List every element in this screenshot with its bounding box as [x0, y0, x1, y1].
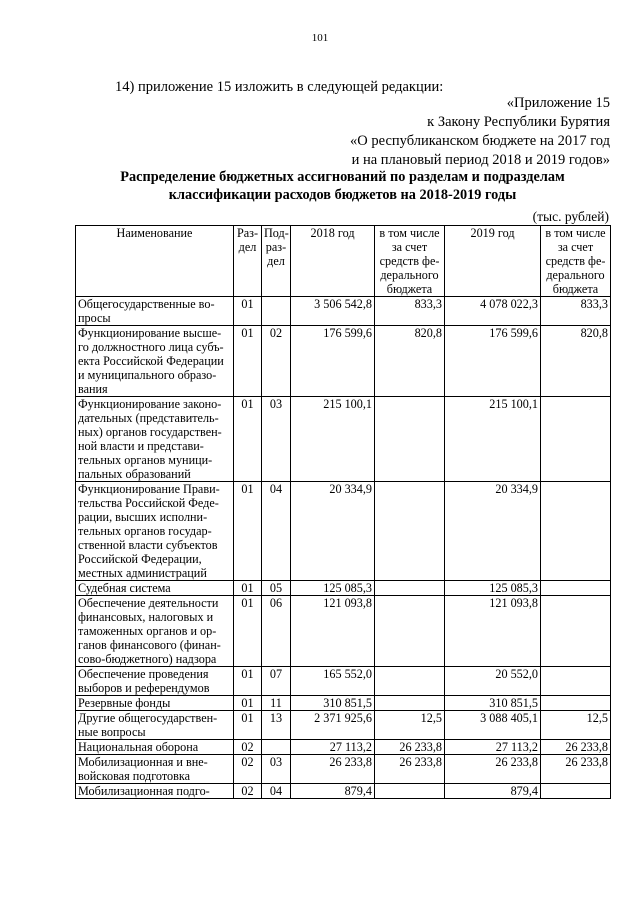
row-2019-cell: 215 100,1 — [445, 397, 541, 482]
row-podrazdel-cell — [262, 740, 291, 755]
row-razdel-cell: 01 — [234, 696, 262, 711]
row-fed-2018-cell — [375, 397, 445, 482]
table-row — [76, 740, 611, 755]
row-razdel-cell: 01 — [234, 297, 262, 326]
row-fed-2018-cell: 26 233,8 — [375, 755, 445, 784]
row-name-cell: Функционирование высше- го должностного лица субъ- екта Российской Федерации и муниципального образо- вания — [76, 326, 234, 397]
row-razdel-cell: 01 — [234, 667, 262, 696]
title-line: Распределение бюджетных ассигнований по разделам и подразделам — [120, 169, 565, 185]
row-podrazdel-cell: 03 — [262, 397, 291, 482]
appendix-header-line: к Закону Республики Бурятия — [427, 114, 610, 130]
row-2018-cell: 20 334,9 — [291, 482, 375, 581]
row-2019-cell: 20 334,9 — [445, 482, 541, 581]
row-podrazdel-cell: 07 — [262, 667, 291, 696]
row-2019-cell: 879,4 — [445, 784, 541, 799]
row-2019-cell: 20 552,0 — [445, 667, 541, 696]
row-fed-2018-cell — [375, 696, 445, 711]
appendix-header-line: «О республиканском бюджете на 2017 год — [350, 133, 610, 149]
row-fed-2019-cell — [541, 784, 611, 799]
row-podrazdel-cell: 11 — [262, 696, 291, 711]
row-razdel-cell: 02 — [234, 784, 262, 799]
row-fed-2018-cell — [375, 667, 445, 696]
table-row — [76, 397, 611, 482]
row-2018-cell: 176 599,6 — [291, 326, 375, 397]
col-header-fed-2018: в том числе за счет средств фе- дерального бюджета — [375, 226, 445, 297]
table-row — [76, 326, 611, 397]
row-razdel-cell: 01 — [234, 326, 262, 397]
table-row — [76, 297, 611, 326]
row-2018-cell: 3 506 542,8 — [291, 297, 375, 326]
row-name-cell: Функционирование Прави- тельства Российской Феде- рации, высших исполни- тельных органов государ- ственной власти субъектов Российской Федерации, местных администраций — [76, 482, 234, 581]
col-header-2019: 2019 год — [445, 226, 541, 297]
row-fed-2019-cell — [541, 482, 611, 581]
row-fed-2018-cell: 820,8 — [375, 326, 445, 397]
row-name-cell: Мобилизационная и вне- войсковая подготовка — [76, 755, 234, 784]
table-header-row — [76, 226, 611, 297]
row-podrazdel-cell — [262, 297, 291, 326]
intro-line: 14) приложение 15 изложить в следующей редакции: — [115, 79, 444, 95]
table-row — [76, 581, 611, 596]
row-fed-2019-cell: 26 233,8 — [541, 755, 611, 784]
row-razdel-cell: 01 — [234, 581, 262, 596]
table-row — [76, 667, 611, 696]
row-2019-cell: 27 113,2 — [445, 740, 541, 755]
row-name-cell: Общегосударственные во- просы — [76, 297, 234, 326]
row-fed-2018-cell — [375, 596, 445, 667]
page-number: 101 — [311, 32, 329, 44]
row-razdel-cell: 02 — [234, 755, 262, 784]
row-podrazdel-cell: 04 — [262, 784, 291, 799]
row-fed-2018-cell — [375, 581, 445, 596]
row-2019-cell: 4 078 022,3 — [445, 297, 541, 326]
row-razdel-cell: 01 — [234, 482, 262, 581]
col-header-razdel: Раз- дел — [234, 226, 262, 297]
table-row — [76, 711, 611, 740]
row-name-cell: Национальная оборона — [76, 740, 234, 755]
table-row — [76, 696, 611, 711]
row-2018-cell: 879,4 — [291, 784, 375, 799]
row-2018-cell: 215 100,1 — [291, 397, 375, 482]
row-fed-2018-cell — [375, 784, 445, 799]
row-fed-2019-cell — [541, 397, 611, 482]
table-row — [76, 755, 611, 784]
row-fed-2018-cell: 833,3 — [375, 297, 445, 326]
row-name-cell: Судебная система — [76, 581, 234, 596]
appendix-header — [350, 94, 610, 170]
row-fed-2019-cell — [541, 667, 611, 696]
budget-table — [75, 225, 611, 799]
row-razdel-cell: 02 — [234, 740, 262, 755]
table-row — [76, 784, 611, 799]
row-2018-cell: 121 093,8 — [291, 596, 375, 667]
row-fed-2019-cell: 26 233,8 — [541, 740, 611, 755]
row-razdel-cell: 01 — [234, 711, 262, 740]
row-podrazdel-cell: 06 — [262, 596, 291, 667]
row-2018-cell: 310 851,5 — [291, 696, 375, 711]
row-razdel-cell: 01 — [234, 397, 262, 482]
row-name-cell: Обеспечение деятельности финансовых, налоговых и таможенных органов и ор- ганов финансового (финан- сово-бюджетного) надзора — [76, 596, 234, 667]
row-fed-2019-cell: 833,3 — [541, 297, 611, 326]
table-body — [76, 297, 611, 799]
row-podrazdel-cell: 04 — [262, 482, 291, 581]
document-title — [75, 168, 610, 204]
row-fed-2018-cell: 26 233,8 — [375, 740, 445, 755]
row-name-cell: Другие общегосударствен- ные вопросы — [76, 711, 234, 740]
row-name-cell: Резервные фонды — [76, 696, 234, 711]
table-row — [76, 482, 611, 581]
table-row — [76, 596, 611, 667]
row-fed-2019-cell — [541, 696, 611, 711]
row-2018-cell: 165 552,0 — [291, 667, 375, 696]
row-2019-cell: 3 088 405,1 — [445, 711, 541, 740]
col-header-name: Наименование — [76, 226, 234, 297]
units-label: (тыс. рублей) — [532, 209, 609, 224]
row-2018-cell: 26 233,8 — [291, 755, 375, 784]
col-header-fed-2019: в том числе за счет средств фе- дерального бюджета — [541, 226, 611, 297]
row-2018-cell: 125 085,3 — [291, 581, 375, 596]
row-fed-2018-cell: 12,5 — [375, 711, 445, 740]
row-fed-2019-cell — [541, 581, 611, 596]
row-fed-2018-cell — [375, 482, 445, 581]
title-line: классификации расходов бюджетов на 2018-2019 годы — [168, 187, 517, 203]
row-podrazdel-cell: 13 — [262, 711, 291, 740]
row-podrazdel-cell: 02 — [262, 326, 291, 397]
row-podrazdel-cell: 05 — [262, 581, 291, 596]
appendix-header-line: «Приложение 15 — [506, 95, 610, 111]
row-fed-2019-cell: 12,5 — [541, 711, 611, 740]
row-2018-cell: 2 371 925,6 — [291, 711, 375, 740]
appendix-header-line: и на плановый период 2018 и 2019 годов» — [351, 152, 610, 168]
row-fed-2019-cell — [541, 596, 611, 667]
row-name-cell: Обеспечение проведения выборов и референдумов — [76, 667, 234, 696]
row-2019-cell: 125 085,3 — [445, 581, 541, 596]
row-fed-2019-cell: 820,8 — [541, 326, 611, 397]
row-name-cell: Функционирование законо- дательных (представитель- ных) органов государствен- ной власти и представи- тельных органов муници- пальных образований — [76, 397, 234, 482]
row-2019-cell: 310 851,5 — [445, 696, 541, 711]
col-header-2018: 2018 год — [291, 226, 375, 297]
row-2019-cell: 26 233,8 — [445, 755, 541, 784]
row-2019-cell: 121 093,8 — [445, 596, 541, 667]
row-2019-cell: 176 599,6 — [445, 326, 541, 397]
row-name-cell: Мобилизационная подго- — [76, 784, 234, 799]
row-podrazdel-cell: 03 — [262, 755, 291, 784]
row-razdel-cell: 01 — [234, 596, 262, 667]
col-header-podrazdel: Под- раз- дел — [262, 226, 291, 297]
row-2018-cell: 27 113,2 — [291, 740, 375, 755]
